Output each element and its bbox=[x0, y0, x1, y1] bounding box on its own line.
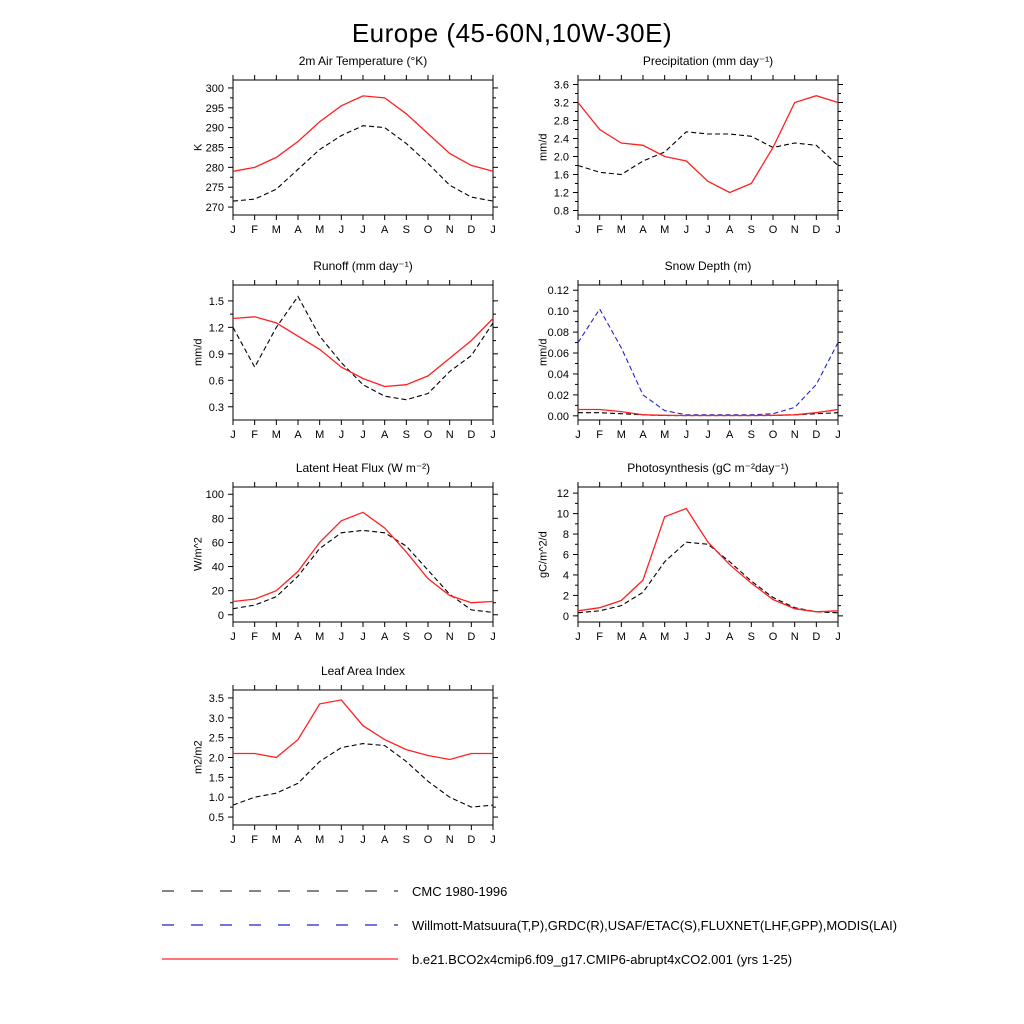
svg-text:O: O bbox=[423, 224, 433, 236]
svg-text:0: 0 bbox=[562, 610, 569, 623]
svg-text:J: J bbox=[490, 631, 496, 643]
svg-text:100: 100 bbox=[205, 489, 224, 502]
legend-row-cmc bbox=[160, 874, 897, 908]
svg-text:D: D bbox=[467, 631, 476, 643]
svg-text:1.0: 1.0 bbox=[208, 792, 224, 805]
svg-text:J: J bbox=[490, 429, 496, 441]
svg-text:M: M bbox=[315, 834, 325, 846]
svg-text:M: M bbox=[616, 429, 626, 441]
svg-text:J: J bbox=[705, 631, 711, 643]
svg-text:F: F bbox=[596, 631, 604, 643]
svg-text:M: M bbox=[660, 224, 670, 236]
svg-text:J: J bbox=[835, 631, 841, 643]
svg-text:O: O bbox=[768, 224, 778, 236]
svg-text:6: 6 bbox=[562, 549, 569, 562]
legend-line-sample-blue-dashed bbox=[160, 920, 400, 930]
svg-text:A: A bbox=[380, 834, 389, 846]
svg-text:O: O bbox=[423, 834, 433, 846]
svg-text:S: S bbox=[747, 429, 756, 441]
legend-label-model: b.e21.BCO2x4cmip6.f09_g17.CMIP6-abrupt4xCO2.001 (yrs 1-25) bbox=[412, 951, 793, 967]
chart-2m-air-temperature bbox=[158, 54, 498, 254]
svg-text:M: M bbox=[271, 429, 281, 441]
svg-text:0.02: 0.02 bbox=[547, 389, 569, 402]
svg-text:J: J bbox=[683, 224, 690, 236]
svg-text:A: A bbox=[639, 224, 647, 236]
chart-photosynthesis bbox=[503, 461, 843, 661]
chart-title-runoff: Runoff (mm day⁻¹) bbox=[313, 259, 413, 273]
svg-text:J: J bbox=[360, 631, 366, 643]
svg-text:2.0: 2.0 bbox=[208, 752, 224, 765]
chart-runoff bbox=[158, 259, 498, 459]
svg-text:S: S bbox=[402, 631, 411, 643]
svg-text:0.08: 0.08 bbox=[547, 327, 569, 340]
svg-text:J: J bbox=[230, 834, 236, 846]
svg-text:12: 12 bbox=[556, 488, 569, 501]
svg-text:A: A bbox=[294, 631, 302, 643]
svg-text:N: N bbox=[790, 631, 799, 643]
svg-text:J: J bbox=[338, 429, 345, 441]
svg-text:A: A bbox=[725, 631, 734, 643]
svg-text:A: A bbox=[294, 429, 302, 441]
chart-latent-heat-flux bbox=[158, 461, 498, 661]
y-axis-label-photosynthesis: gC/m^2/d bbox=[537, 531, 550, 578]
svg-text:M: M bbox=[271, 224, 281, 236]
svg-text:A: A bbox=[380, 224, 389, 236]
svg-text:10: 10 bbox=[556, 508, 569, 521]
svg-text:M: M bbox=[616, 224, 626, 236]
svg-text:285: 285 bbox=[205, 142, 224, 155]
svg-text:O: O bbox=[423, 631, 433, 643]
svg-text:J: J bbox=[338, 224, 345, 236]
svg-text:S: S bbox=[402, 429, 411, 441]
svg-text:J: J bbox=[683, 429, 690, 441]
svg-text:F: F bbox=[596, 429, 604, 441]
plot-precipitation bbox=[503, 70, 843, 244]
svg-text:J: J bbox=[835, 224, 841, 236]
svg-text:300: 300 bbox=[205, 82, 224, 95]
svg-text:0.9: 0.9 bbox=[208, 348, 224, 361]
svg-text:0.5: 0.5 bbox=[208, 812, 224, 825]
svg-text:S: S bbox=[402, 224, 411, 236]
svg-text:D: D bbox=[812, 429, 821, 441]
svg-text:280: 280 bbox=[205, 162, 224, 175]
svg-text:D: D bbox=[812, 224, 821, 236]
svg-text:J: J bbox=[230, 224, 236, 236]
svg-text:D: D bbox=[467, 834, 476, 846]
svg-text:60: 60 bbox=[211, 537, 224, 550]
chart-title-latent-heat-flux: Latent Heat Flux (W m⁻²) bbox=[295, 461, 431, 475]
svg-text:A: A bbox=[639, 631, 647, 643]
chart-title-photosynthesis: Photosynthesis (gC m⁻²day⁻¹) bbox=[627, 461, 789, 475]
svg-text:N: N bbox=[445, 631, 454, 643]
svg-text:2.5: 2.5 bbox=[208, 732, 224, 745]
legend-row-model bbox=[160, 942, 897, 976]
svg-text:J: J bbox=[230, 429, 236, 441]
plot-snow-depth bbox=[503, 275, 843, 449]
svg-text:A: A bbox=[380, 429, 389, 441]
svg-text:J: J bbox=[575, 224, 581, 236]
chart-precipitation bbox=[503, 54, 843, 254]
svg-text:0.8: 0.8 bbox=[553, 205, 569, 218]
svg-text:O: O bbox=[768, 631, 778, 643]
svg-text:M: M bbox=[315, 631, 325, 643]
y-axis-label-latent-heat-flux: W/m^2 bbox=[192, 537, 205, 572]
y-axis-label-runoff: mm/d bbox=[192, 338, 205, 367]
legend-label-observations: Willmott-Matsuura(T,P),GRDC(R),USAF/ETAC(S),FLUXNET(LHF,GPP),MODIS(LAI) bbox=[412, 917, 898, 933]
svg-text:J: J bbox=[683, 631, 690, 643]
svg-text:J: J bbox=[338, 631, 345, 643]
svg-text:M: M bbox=[616, 631, 626, 643]
svg-text:2.0: 2.0 bbox=[553, 151, 569, 164]
plot-photosynthesis bbox=[503, 477, 843, 651]
chart-title-2m-air-temperature: 2m Air Temperature (°K) bbox=[298, 54, 428, 68]
legend bbox=[160, 874, 897, 976]
chart-leaf-area-index bbox=[158, 664, 498, 864]
svg-text:M: M bbox=[271, 631, 281, 643]
svg-text:F: F bbox=[596, 224, 604, 236]
svg-text:1.2: 1.2 bbox=[553, 187, 569, 200]
figure-title: Europe (45-60N,10W-30E) bbox=[351, 18, 673, 48]
svg-text:A: A bbox=[294, 224, 302, 236]
svg-text:M: M bbox=[315, 429, 325, 441]
plot-leaf-area-index bbox=[158, 680, 498, 854]
svg-text:0.12: 0.12 bbox=[547, 285, 569, 298]
svg-text:3.5: 3.5 bbox=[208, 692, 224, 705]
svg-text:S: S bbox=[402, 834, 411, 846]
y-axis-label-temperature: K bbox=[192, 143, 205, 152]
svg-text:A: A bbox=[294, 834, 302, 846]
svg-text:A: A bbox=[639, 429, 647, 441]
svg-text:80: 80 bbox=[211, 513, 224, 526]
svg-text:290: 290 bbox=[205, 122, 224, 135]
svg-text:295: 295 bbox=[205, 102, 224, 115]
svg-text:J: J bbox=[575, 631, 581, 643]
svg-text:270: 270 bbox=[205, 202, 224, 215]
svg-text:A: A bbox=[725, 429, 734, 441]
svg-text:F: F bbox=[251, 429, 259, 441]
svg-text:J: J bbox=[490, 834, 496, 846]
plot-runoff bbox=[158, 275, 498, 449]
chart-snow-depth bbox=[503, 259, 843, 459]
svg-text:J: J bbox=[705, 429, 711, 441]
svg-text:F: F bbox=[251, 631, 259, 643]
svg-text:0.3: 0.3 bbox=[208, 401, 224, 414]
svg-text:1.5: 1.5 bbox=[208, 772, 224, 785]
svg-text:N: N bbox=[445, 429, 454, 441]
svg-text:2.4: 2.4 bbox=[553, 133, 569, 146]
svg-text:1.2: 1.2 bbox=[208, 322, 224, 335]
svg-text:D: D bbox=[812, 631, 821, 643]
svg-text:2.8: 2.8 bbox=[553, 115, 569, 128]
svg-text:M: M bbox=[271, 834, 281, 846]
svg-text:M: M bbox=[660, 631, 670, 643]
svg-text:A: A bbox=[725, 224, 734, 236]
legend-line-sample-black-dashed bbox=[160, 886, 400, 896]
chart-title-snow-depth: Snow Depth (m) bbox=[664, 259, 752, 273]
svg-text:2: 2 bbox=[562, 590, 569, 603]
svg-text:N: N bbox=[790, 429, 799, 441]
svg-text:O: O bbox=[423, 429, 433, 441]
svg-text:D: D bbox=[467, 224, 476, 236]
svg-text:S: S bbox=[747, 631, 756, 643]
svg-text:N: N bbox=[790, 224, 799, 236]
svg-text:3.0: 3.0 bbox=[208, 712, 224, 725]
svg-text:J: J bbox=[490, 224, 496, 236]
svg-text:F: F bbox=[251, 224, 259, 236]
svg-text:0.6: 0.6 bbox=[208, 375, 224, 388]
svg-text:D: D bbox=[467, 429, 476, 441]
svg-text:N: N bbox=[445, 224, 454, 236]
svg-text:40: 40 bbox=[211, 561, 224, 574]
y-axis-label-precipitation: mm/d bbox=[537, 133, 550, 162]
svg-text:1.6: 1.6 bbox=[553, 169, 569, 182]
svg-text:N: N bbox=[445, 834, 454, 846]
svg-text:4: 4 bbox=[562, 569, 569, 582]
chart-title-leaf-area-index: Leaf Area Index bbox=[320, 664, 406, 678]
svg-text:F: F bbox=[251, 834, 259, 846]
plot-2m-air-temperature bbox=[158, 70, 498, 244]
svg-text:S: S bbox=[747, 224, 756, 236]
plot-latent-heat-flux bbox=[158, 477, 498, 651]
y-axis-label-leaf-area-index: m2/m2 bbox=[192, 740, 205, 775]
svg-text:M: M bbox=[660, 429, 670, 441]
svg-text:J: J bbox=[338, 834, 345, 846]
svg-text:O: O bbox=[768, 429, 778, 441]
svg-text:J: J bbox=[230, 631, 236, 643]
svg-text:J: J bbox=[360, 429, 366, 441]
svg-text:1.5: 1.5 bbox=[208, 295, 224, 308]
svg-text:8: 8 bbox=[562, 529, 569, 542]
svg-text:J: J bbox=[835, 429, 841, 441]
legend-row-observations bbox=[160, 908, 897, 942]
svg-text:0.00: 0.00 bbox=[547, 410, 569, 423]
svg-text:M: M bbox=[315, 224, 325, 236]
legend-label-cmc: CMC 1980-1996 bbox=[412, 883, 508, 899]
svg-text:J: J bbox=[705, 224, 711, 236]
svg-text:0: 0 bbox=[217, 609, 224, 622]
svg-text:J: J bbox=[575, 429, 581, 441]
svg-text:0.10: 0.10 bbox=[547, 306, 569, 319]
y-axis-label-snow-depth: mm/d bbox=[537, 338, 550, 367]
svg-text:20: 20 bbox=[211, 585, 224, 598]
svg-text:J: J bbox=[360, 224, 366, 236]
svg-text:0.06: 0.06 bbox=[547, 348, 569, 361]
svg-text:J: J bbox=[360, 834, 366, 846]
svg-text:A: A bbox=[380, 631, 389, 643]
legend-line-sample-red-solid bbox=[160, 954, 400, 964]
svg-text:0.04: 0.04 bbox=[547, 368, 569, 381]
svg-text:3.2: 3.2 bbox=[553, 97, 569, 110]
svg-text:275: 275 bbox=[205, 182, 224, 195]
svg-text:3.6: 3.6 bbox=[553, 79, 569, 92]
chart-title-precipitation: Precipitation (mm day⁻¹) bbox=[642, 54, 774, 68]
